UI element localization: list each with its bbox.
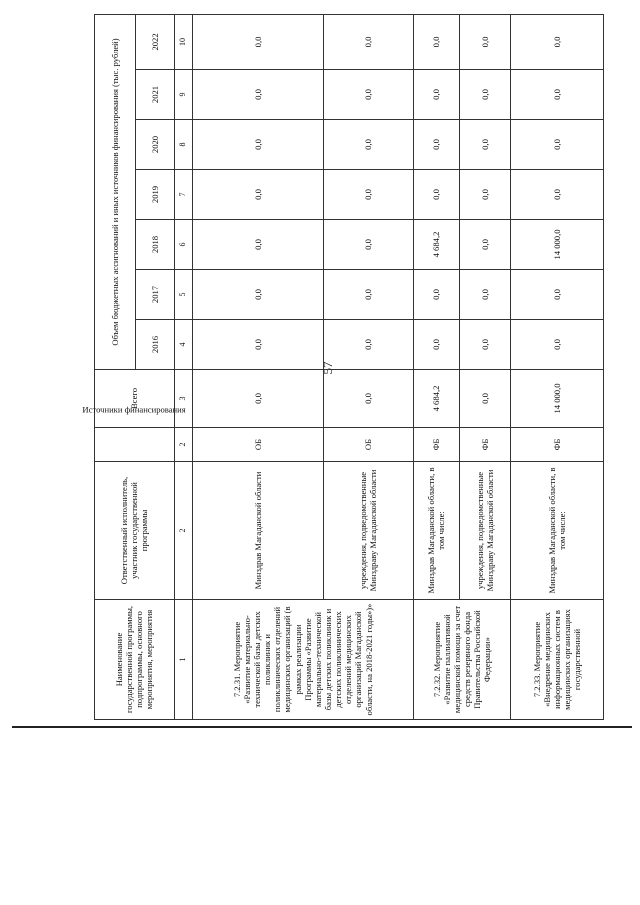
row-value: 0,0 (192, 220, 323, 270)
row-value: 0,0 (459, 270, 510, 320)
header-year-2017: 2017 (136, 270, 175, 320)
row-value: 0,0 (459, 170, 510, 220)
table-row (413, 14, 459, 719)
col-index: 8 (174, 120, 192, 170)
row-value: 0,0 (323, 170, 413, 220)
header-year-2016: 2016 (136, 320, 175, 370)
row-value: 0,0 (192, 320, 323, 370)
budget-table-rotated (82, 15, 604, 720)
row-total: 4 684,2 (413, 370, 459, 428)
row-value: 0,0 (413, 270, 459, 320)
table-row (511, 14, 604, 719)
row-value: 0,0 (413, 70, 459, 120)
col-index: 2 (174, 428, 192, 462)
row-value: 0,0 (323, 220, 413, 270)
row-name: 7.2.33. Мероприятие «Внедрение медицинских информационных систем в медицинских организациях государственной (511, 600, 604, 720)
header-year-2021: 2021 (136, 70, 175, 120)
header-total: Всего (95, 370, 175, 428)
col-index: 2 (174, 462, 192, 600)
row-total: 0,0 (192, 370, 323, 428)
row-value: 0,0 (323, 120, 413, 170)
row-executor: Минздрав Магаданской области (192, 462, 323, 600)
row-total: 14 000,0 (511, 370, 604, 428)
header-year-2018: 2018 (136, 220, 175, 270)
row-source: ФБ (413, 428, 459, 462)
col-index: 10 (174, 14, 192, 69)
row-value: 0,0 (192, 270, 323, 320)
col-index: 6 (174, 220, 192, 270)
col-index: 4 (174, 320, 192, 370)
row-source: ОБ (323, 428, 413, 462)
row-value: 0,0 (192, 170, 323, 220)
col-index: 5 (174, 270, 192, 320)
row-value: 0,0 (459, 14, 510, 69)
header-volume: Объем бюджетных ассигнований и иных источников финансирования (тыс. рублей) (95, 14, 136, 369)
row-value: 0,0 (511, 170, 604, 220)
col-index: 7 (174, 170, 192, 220)
row-value: 0,0 (413, 170, 459, 220)
row-value: 0,0 (459, 320, 510, 370)
row-value: 0,0 (192, 120, 323, 170)
row-name: 7.2.31. Мероприятие «Развитие материально-технической базы детских поликлиник и поликлинических отделений медицинских организаций (в рамках реализации Программы «Развитие материально-технической базы детских поликлиник и детских поликлинических отделений медицинских организаций Магаданской области, на 2018-2021 годы»)» (192, 600, 413, 720)
row-value: 0,0 (323, 320, 413, 370)
row-source: ФБ (459, 428, 510, 462)
col-index: 9 (174, 70, 192, 120)
row-value: 0,0 (511, 120, 604, 170)
row-executor: учреждения, подведомственные Минздраву Магаданской области (323, 462, 413, 600)
header-name: Наименование государственной программы, подпрограммы, основного мероприятия, мероприятия (95, 600, 175, 720)
row-total: 0,0 (459, 370, 510, 428)
col-index: 3 (174, 370, 192, 428)
row-value: 0,0 (511, 14, 604, 69)
row-value: 0,0 (413, 320, 459, 370)
row-value: 0,0 (413, 14, 459, 69)
row-name: 7.2.32. Мероприятие «Развитие паллиативной медицинской помощи за счет средств резервного фонда Правительства Российской Федерации» (413, 600, 511, 720)
row-source: ФБ (511, 428, 604, 462)
row-value: 0,0 (459, 70, 510, 120)
row-value: 0,0 (323, 270, 413, 320)
header-year-2022: 2022 (136, 14, 175, 69)
row-value: 0,0 (323, 14, 413, 69)
header-source (82, 404, 186, 462)
row-source: ОБ (192, 428, 323, 462)
row-value: 14 000,0 (511, 220, 604, 270)
header-year-2020: 2020 (136, 120, 175, 170)
row-executor: Минздрав Магаданской области, в том числе: (511, 462, 604, 600)
row-value: 0,0 (511, 320, 604, 370)
page-number: 57 (320, 361, 335, 375)
budget-table (82, 14, 604, 720)
row-value: 0,0 (413, 120, 459, 170)
header-source-text: Источники финансирования (82, 404, 186, 415)
row-value: 0,0 (192, 14, 323, 69)
row-executor: учреждения, подведомственные Минздраву Магаданской области (459, 462, 510, 600)
row-total: 0,0 (323, 370, 413, 428)
row-value: 0,0 (511, 70, 604, 120)
row-value: 0,0 (459, 120, 510, 170)
header-year-2019: 2019 (136, 170, 175, 220)
row-value: 0,0 (323, 70, 413, 120)
table-row (192, 14, 323, 719)
header-executor: Ответственный исполнитель, участник государственной программы (95, 462, 175, 600)
row-value: 0,0 (459, 220, 510, 270)
separator-line (12, 726, 632, 728)
row-value: 0,0 (192, 70, 323, 120)
row-value: 0,0 (511, 270, 604, 320)
row-executor: Минздрав Магаданской области, в том числе: (413, 462, 459, 600)
row-value: 4 684,2 (413, 220, 459, 270)
col-index: 1 (174, 600, 192, 720)
